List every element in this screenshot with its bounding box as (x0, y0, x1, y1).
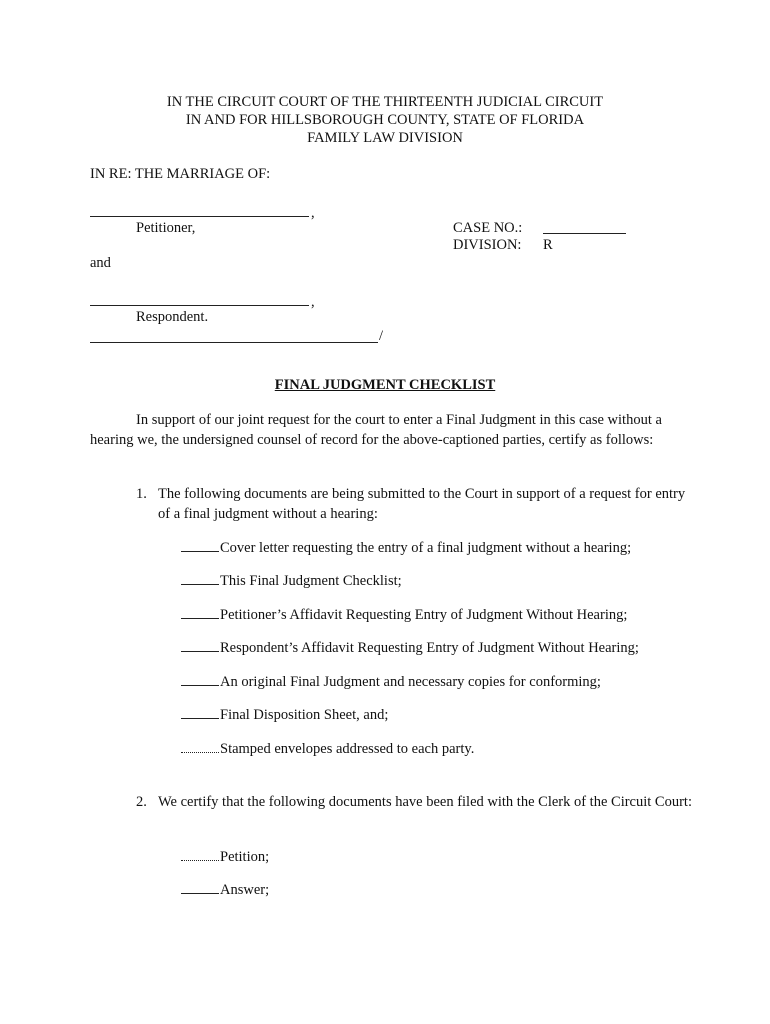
checklist-item (181, 571, 402, 590)
document-title: FINAL JUDGMENT CHECKLIST (274, 377, 496, 393)
respondent-name-line[interactable] (90, 305, 309, 306)
caption-slash: / (379, 328, 384, 344)
checklist-item (181, 605, 627, 624)
checklist-item (181, 847, 269, 866)
respondent-label: Respondent. (136, 309, 209, 325)
checkbox-blank[interactable] (181, 571, 219, 585)
checklist-item (181, 880, 269, 899)
petitioner-comma: , (311, 205, 315, 221)
case-no-line[interactable] (543, 233, 626, 234)
case-no-label: CASE NO.: (453, 220, 523, 236)
section1-number: 1. (136, 486, 147, 502)
court-header-line1: IN THE CIRCUIT COURT OF THE THIRTEENTH JUDICIAL CIRCUIT (166, 94, 604, 110)
checklist-item-label: Respondent’s Affidavit Requesting Entry of Judgment Without Hearing; (220, 640, 639, 656)
respondent-comma: , (311, 294, 315, 310)
checkbox-blank[interactable] (181, 605, 219, 619)
checklist-item-label: Petition; (220, 849, 270, 865)
checkbox-blank[interactable] (181, 705, 219, 719)
checkbox-blank[interactable] (181, 672, 219, 686)
checklist-item-label: This Final Judgment Checklist; (220, 573, 402, 589)
checklist-item-label: Final Disposition Sheet, and; (220, 707, 389, 723)
checklist-item-label: An original Final Judgment and necessary copies for conforming; (220, 674, 601, 690)
checkbox-blank[interactable] (181, 638, 219, 652)
checklist-item-label: Cover letter requesting the entry of a final judgment without a hearing; (220, 540, 632, 556)
intro-paragraph: In support of our joint request for the court to enter a Final Judgment in this case without a hearing we, the undersigned counsel of record for the above-captioned parties, certify as follows: (90, 412, 662, 448)
section1-text: The following documents are being submitted to the Court in support of a request for entry of a final judgment without a hearing: (158, 486, 686, 522)
in-re-label: IN RE: THE MARRIAGE OF: (90, 166, 271, 182)
checklist-item (181, 672, 601, 691)
court-header-line3: FAMILY LAW DIVISION (307, 130, 463, 146)
checklist-item-label: Stamped envelopes addressed to each party. (220, 741, 475, 757)
caption-closing-line (90, 342, 378, 343)
section2-text: We certify that the following documents have been filed with the Clerk of the Circuit Court: (158, 794, 692, 810)
checkbox-blank[interactable] (181, 880, 219, 894)
petitioner-name-line[interactable] (90, 216, 309, 217)
court-header-line2: IN AND FOR HILLSBOROUGH COUNTY, STATE OF FLORIDA (185, 112, 585, 128)
division-value: R (543, 237, 553, 253)
checklist-item-label: Petitioner’s Affidavit Requesting Entry of Judgment Without Hearing; (220, 607, 628, 623)
checklist-item (181, 739, 474, 758)
checkbox-blank[interactable] (181, 538, 219, 552)
and-label: and (90, 255, 111, 271)
checklist-item (181, 538, 631, 557)
petitioner-label: Petitioner, (136, 220, 196, 236)
section2-number: 2. (136, 794, 147, 810)
checkbox-blank[interactable] (181, 847, 219, 861)
checkbox-blank[interactable] (181, 739, 219, 753)
checklist-item (181, 705, 388, 724)
division-label: DIVISION: (453, 237, 522, 253)
checklist-item (181, 638, 639, 657)
checklist-item-label: Answer; (220, 882, 270, 898)
